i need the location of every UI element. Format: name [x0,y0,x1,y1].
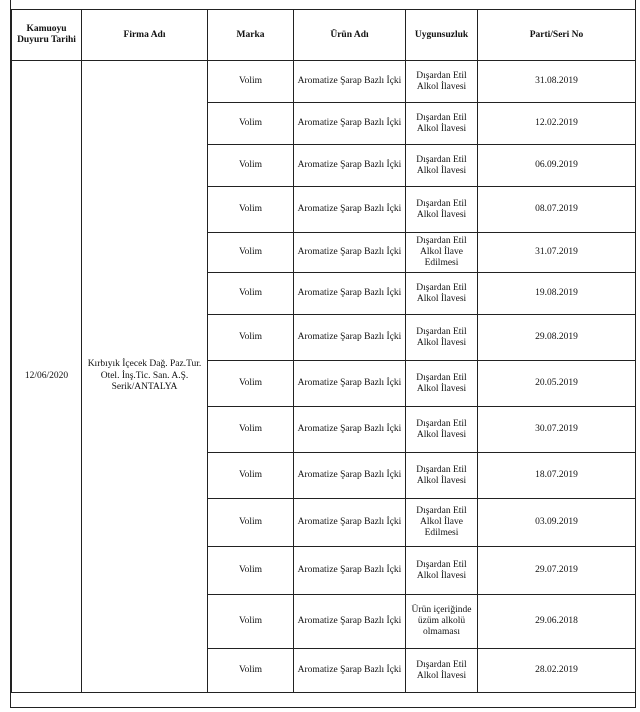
batch-cell: 31.07.2019 [478,233,636,273]
table-row [12,61,636,103]
batch-cell: 29.06.2018 [478,595,636,649]
nonconformity-cell: Dışardan Etil Alkol İlavesi [406,61,478,103]
product-cell: Aromatize Şarap Bazlı İçki [294,103,406,145]
batch-cell: 08.07.2019 [478,187,636,233]
product-cell: Aromatize Şarap Bazlı İçki [294,145,406,187]
recall-table [11,9,636,693]
header-firm: Firma Adı [82,10,208,61]
product-cell: Aromatize Şarap Bazlı İçki [294,61,406,103]
header-nonconformity: Uygunsuzluk [406,10,478,61]
batch-cell: 19.08.2019 [478,273,636,315]
product-cell: Aromatize Şarap Bazlı İçki [294,187,406,233]
nonconformity-cell: Dışardan Etil Alkol İlave Edilmesi [406,499,478,547]
batch-cell: 29.08.2019 [478,315,636,361]
product-cell: Aromatize Şarap Bazlı İçki [294,233,406,273]
document-page [10,0,636,708]
nonconformity-cell: Dışardan Etil Alkol İlavesi [406,187,478,233]
brand-cell: Volim [208,649,294,693]
brand-cell: Volim [208,453,294,499]
brand-cell: Volim [208,315,294,361]
brand-cell: Volim [208,407,294,453]
firm-name: Kırbıyık İçecek Dağ. Paz.Tur. Otel. İnş.Tic. San. A.Ş. Serik/ANTALYA [82,61,208,693]
batch-cell: 12.02.2019 [478,103,636,145]
product-cell: Aromatize Şarap Bazlı İçki [294,361,406,407]
nonconformity-cell: Dışardan Etil Alkol İlavesi [406,407,478,453]
nonconformity-cell: Dışardan Etil Alkol İlavesi [406,649,478,693]
header-brand: Marka [208,10,294,61]
brand-cell: Volim [208,273,294,315]
product-cell: Aromatize Şarap Bazlı İçki [294,315,406,361]
nonconformity-cell: Dışardan Etil Alkol İlavesi [406,273,478,315]
product-cell: Aromatize Şarap Bazlı İçki [294,595,406,649]
batch-cell: 18.07.2019 [478,453,636,499]
nonconformity-cell: Ürün içeriğinde üzüm alkolü olmaması [406,595,478,649]
batch-cell: 20.05.2019 [478,361,636,407]
product-cell: Aromatize Şarap Bazlı İçki [294,499,406,547]
brand-cell: Volim [208,233,294,273]
batch-cell: 06.09.2019 [478,145,636,187]
batch-cell: 30.07.2019 [478,407,636,453]
product-cell: Aromatize Şarap Bazlı İçki [294,407,406,453]
batch-cell: 28.02.2019 [478,649,636,693]
product-cell: Aromatize Şarap Bazlı İçki [294,649,406,693]
nonconformity-cell: Dışardan Etil Alkol İlavesi [406,453,478,499]
product-cell: Aromatize Şarap Bazlı İçki [294,273,406,315]
nonconformity-cell: Dışardan Etil Alkol İlavesi [406,361,478,407]
nonconformity-cell: Dışardan Etil Alkol İlavesi [406,145,478,187]
brand-cell: Volim [208,499,294,547]
nonconformity-cell: Dışardan Etil Alkol İlavesi [406,547,478,595]
nonconformity-cell: Dışardan Etil Alkol İlavesi [406,315,478,361]
brand-cell: Volim [208,547,294,595]
header-product: Ürün Adı [294,10,406,61]
nonconformity-cell: Dışardan Etil Alkol İlavesi [406,103,478,145]
brand-cell: Volim [208,145,294,187]
brand-cell: Volim [208,361,294,407]
brand-cell: Volim [208,187,294,233]
batch-cell: 03.09.2019 [478,499,636,547]
table-body [12,61,636,693]
batch-cell: 31.08.2019 [478,61,636,103]
brand-cell: Volim [208,595,294,649]
announcement-date: 12/06/2020 [12,61,82,693]
product-cell: Aromatize Şarap Bazlı İçki [294,453,406,499]
brand-cell: Volim [208,61,294,103]
nonconformity-cell: Dışardan Etil Alkol İlave Edilmesi [406,233,478,273]
header-batch: Parti/Seri No [478,10,636,61]
header-row [12,10,636,61]
brand-cell: Volim [208,103,294,145]
header-date: Kamuoyu Duyuru Tarihi [12,10,82,61]
product-cell: Aromatize Şarap Bazlı İçki [294,547,406,595]
batch-cell: 29.07.2019 [478,547,636,595]
